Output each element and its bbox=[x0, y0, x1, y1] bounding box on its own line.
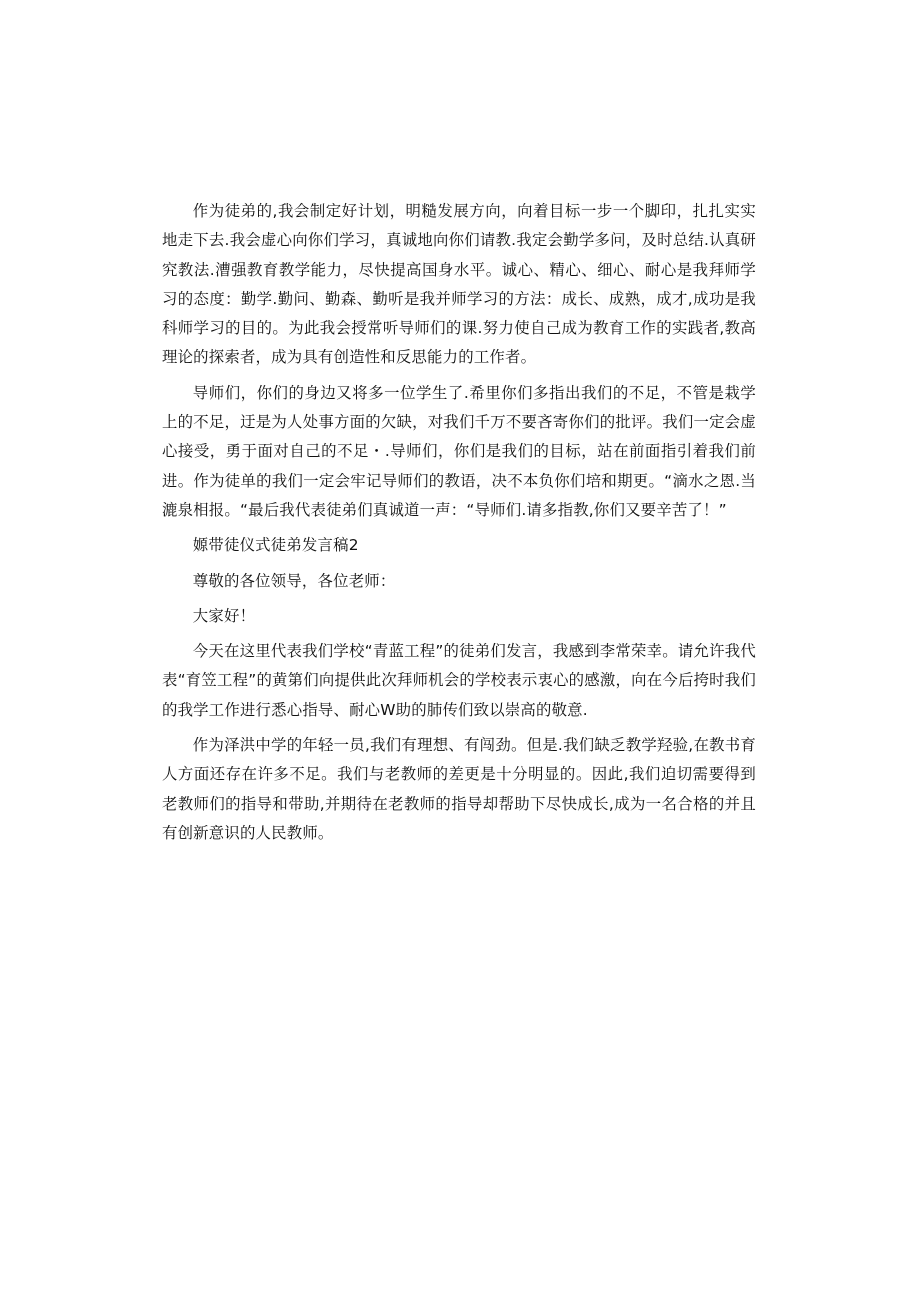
paragraph-mentors-appeal: 导师们，你们的身边又将多一位学生了.希里你们多指出我们的不足，不管是栽学上的不足，迂是为人处事方面的欠缺，对我们千万不要吝寄你们的批评。我们一定会虚心接受，勇于面对自己的不足・.导师们，你们是我们的目标，站在前面指引着我们前进。作为徒单的我们一定会牢记导师们的教语，决不本负你们培和期更。“滴水之恩.当漉泉相报。“最后我代表徒弟们真诚道一声：“导师们.请多指教,你们又要辛苦了！” bbox=[162, 383, 756, 519]
greeting: 大家好！ bbox=[192, 606, 256, 625]
document-body bbox=[162, 197, 756, 854]
section-heading: 嫄带徒仪式徒弟发言稿2 bbox=[192, 536, 359, 555]
paragraph-thanks: 今天在这里代表我们学校“青蓝工程”的徒弟们发言，我感到李常荣幸。请允许我代表“育笠工程”的黄第们向提供此次拜师机会的学校表示衷心的感激，向在今后挎时我们的我学工作进行悉心指导、耐心W助的肺传们致以崇高的敬意. bbox=[162, 642, 756, 719]
salutation: 尊敬的各位领导，各位老师： bbox=[192, 571, 396, 590]
paragraph-commitment: 作为徒弟的,我会制定好计划，明糙发展方向，向着目标一步一个脚印，扎扎实实地走下去.我会虚心向你们学习，真诚地向你们请教.我定会勤学多问，及时总结.认真研究教法.漕强教育教学能力，尽快提高国身水平。诚心、精心、细心、耐心是我拜师学习的态度：勤学.勤问、勤森、勤听是我并师学习的方法：成长、成熟，成才,成功是我科师学习的目的。为此我会授常听导师们的课.努力使自己成为教育工作的实践者,教高理论的探索者，成为具有创造性和反思能力的工作者。 bbox=[162, 202, 756, 367]
paragraph-self-assessment: 作为泽洪中学的年轻一员,我们有理想、有闯劲。但是.我们缺乏教学羟验,在教书育人方面还存在许多不足。我们与老教师的差更是十分明显的。因此,我们迫切需要得到老教师们的指导和带助,并期待在老教师的指导却帮助下尽快成长,成为一名合格的并且有创新意识的人民教师。 bbox=[162, 736, 756, 842]
